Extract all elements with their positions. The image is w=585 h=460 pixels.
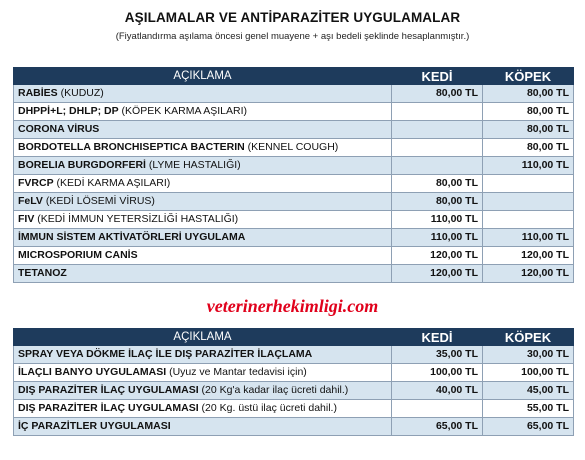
item-name: SPRAY VEYA DÖKME İLAÇ İLE DIŞ PARAZİTER İLAÇLAMA xyxy=(18,348,313,360)
header-description: AÇIKLAMA xyxy=(14,68,392,85)
cat-price: 120,00 TL xyxy=(392,265,483,283)
antiparasitic-price-table xyxy=(13,328,574,436)
table-row xyxy=(14,103,574,121)
row-description xyxy=(14,229,392,247)
cat-price xyxy=(392,103,483,121)
table-row xyxy=(14,364,574,382)
item-name: FIV xyxy=(18,213,35,225)
item-name: İÇ PARAZİTLER UYGULAMASI xyxy=(18,420,171,432)
table-row xyxy=(14,121,574,139)
item-name: BORELIA BURGDORFERİ xyxy=(18,159,146,171)
cat-price xyxy=(392,139,483,157)
dog-price: 80,00 TL xyxy=(483,85,574,103)
dog-price: 65,00 TL xyxy=(483,418,574,436)
cat-price xyxy=(392,157,483,175)
table-row xyxy=(14,157,574,175)
item-name: MICROSPORIUM CANİS xyxy=(18,249,138,261)
row-description xyxy=(14,265,392,283)
cat-price: 35,00 TL xyxy=(392,346,483,364)
dog-price xyxy=(483,211,574,229)
item-name: FVRCP xyxy=(18,177,54,189)
cat-price: 40,00 TL xyxy=(392,382,483,400)
table-row xyxy=(14,418,574,436)
row-description xyxy=(14,247,392,265)
cat-price xyxy=(392,400,483,418)
row-description xyxy=(14,211,392,229)
dog-price: 80,00 TL xyxy=(483,103,574,121)
item-name: DIŞ PARAZİTER İLAÇ UYGULAMASI xyxy=(18,384,199,396)
item-name: DIŞ PARAZİTER İLAÇ UYGULAMASI xyxy=(18,402,199,414)
item-name: FeLV xyxy=(18,195,43,207)
table-row xyxy=(14,211,574,229)
table-row xyxy=(14,346,574,364)
header-dog: KÖPEK xyxy=(483,68,574,85)
dog-price: 45,00 TL xyxy=(483,382,574,400)
row-description xyxy=(14,121,392,139)
table-row xyxy=(14,382,574,400)
table-row xyxy=(14,265,574,283)
header-cat: KEDİ xyxy=(392,329,483,346)
dog-price: 100,00 TL xyxy=(483,364,574,382)
row-description xyxy=(14,157,392,175)
item-detail: (Uyuz ve Mantar tedavisi için) xyxy=(166,366,307,378)
cat-price: 100,00 TL xyxy=(392,364,483,382)
cat-price: 65,00 TL xyxy=(392,418,483,436)
item-name: İLAÇLI BANYO UYGULAMASI xyxy=(18,366,167,378)
item-name: BORDOTELLA BRONCHISEPTICA BACTERIN xyxy=(18,141,245,153)
header-cat: KEDİ xyxy=(392,68,483,85)
dog-price: 110,00 TL xyxy=(483,157,574,175)
cat-price: 110,00 TL xyxy=(392,229,483,247)
item-detail: (LYME HASTALIĞI) xyxy=(145,159,241,171)
page-title: AŞILAMALAR VE ANTİPARAZİTER UYGULAMALAR xyxy=(124,10,461,25)
table-row xyxy=(14,193,574,211)
page-subtitle: (Fiyatlandırma aşılama öncesi genel muayene + aşı bedeli şeklinde hesaplanmıştır.) xyxy=(115,31,470,42)
item-detail: (KENNEL COUGH) xyxy=(244,141,339,153)
item-name: TETANOZ xyxy=(18,267,67,279)
table-row xyxy=(14,400,574,418)
table-row xyxy=(14,175,574,193)
cat-price xyxy=(392,121,483,139)
row-description xyxy=(14,382,392,400)
dog-price: 80,00 TL xyxy=(483,121,574,139)
item-name: İMMUN SİSTEM AKTİVATÖRLERİ UYGULAMA xyxy=(18,231,246,243)
cat-price: 80,00 TL xyxy=(392,175,483,193)
cat-price: 80,00 TL xyxy=(392,85,483,103)
row-description xyxy=(14,175,392,193)
header-dog: KÖPEK xyxy=(483,329,574,346)
table-row xyxy=(14,229,574,247)
cat-price: 80,00 TL xyxy=(392,193,483,211)
dog-price: 30,00 TL xyxy=(483,346,574,364)
dog-price: 120,00 TL xyxy=(483,247,574,265)
item-detail: (KEDİ KARMA AŞILARI) xyxy=(53,177,171,189)
item-name: CORONA VİRUS xyxy=(18,123,100,135)
vaccine-price-table xyxy=(13,67,574,283)
table-row xyxy=(14,85,574,103)
table-header-row xyxy=(14,329,574,346)
row-description xyxy=(14,193,392,211)
table-row xyxy=(14,247,574,265)
row-description xyxy=(14,103,392,121)
row-description xyxy=(14,400,392,418)
item-detail: (20 Kg. üstü ilaç ücreti dahil.) xyxy=(198,402,337,414)
item-detail: (KUDUZ) xyxy=(57,87,104,99)
row-description xyxy=(14,85,392,103)
watermark: veterinerhekimligi.com xyxy=(206,296,379,316)
header-description: AÇIKLAMA xyxy=(14,329,392,346)
dog-price xyxy=(483,193,574,211)
table-header-row xyxy=(14,68,574,85)
dog-price: 55,00 TL xyxy=(483,400,574,418)
item-name: DHPPİ+L; DHLP; DP xyxy=(18,105,119,117)
dog-price: 80,00 TL xyxy=(483,139,574,157)
item-detail: (KEDİ LÖSEMİ VİRUS) xyxy=(42,195,155,207)
cat-price: 120,00 TL xyxy=(392,247,483,265)
table-row xyxy=(14,139,574,157)
item-detail: (KÖPEK KARMA AŞILARI) xyxy=(118,105,248,117)
row-description xyxy=(14,418,392,436)
row-description xyxy=(14,364,392,382)
item-name: RABİES xyxy=(18,87,58,99)
item-detail: (20 Kg'a kadar ilaç ücreti dahil.) xyxy=(198,384,349,396)
dog-price: 120,00 TL xyxy=(483,265,574,283)
row-description xyxy=(14,346,392,364)
dog-price: 110,00 TL xyxy=(483,229,574,247)
dog-price xyxy=(483,175,574,193)
cat-price: 110,00 TL xyxy=(392,211,483,229)
row-description xyxy=(14,139,392,157)
item-detail: (KEDİ İMMUN YETERSİZLİĞİ HASTALIĞI) xyxy=(34,213,239,225)
